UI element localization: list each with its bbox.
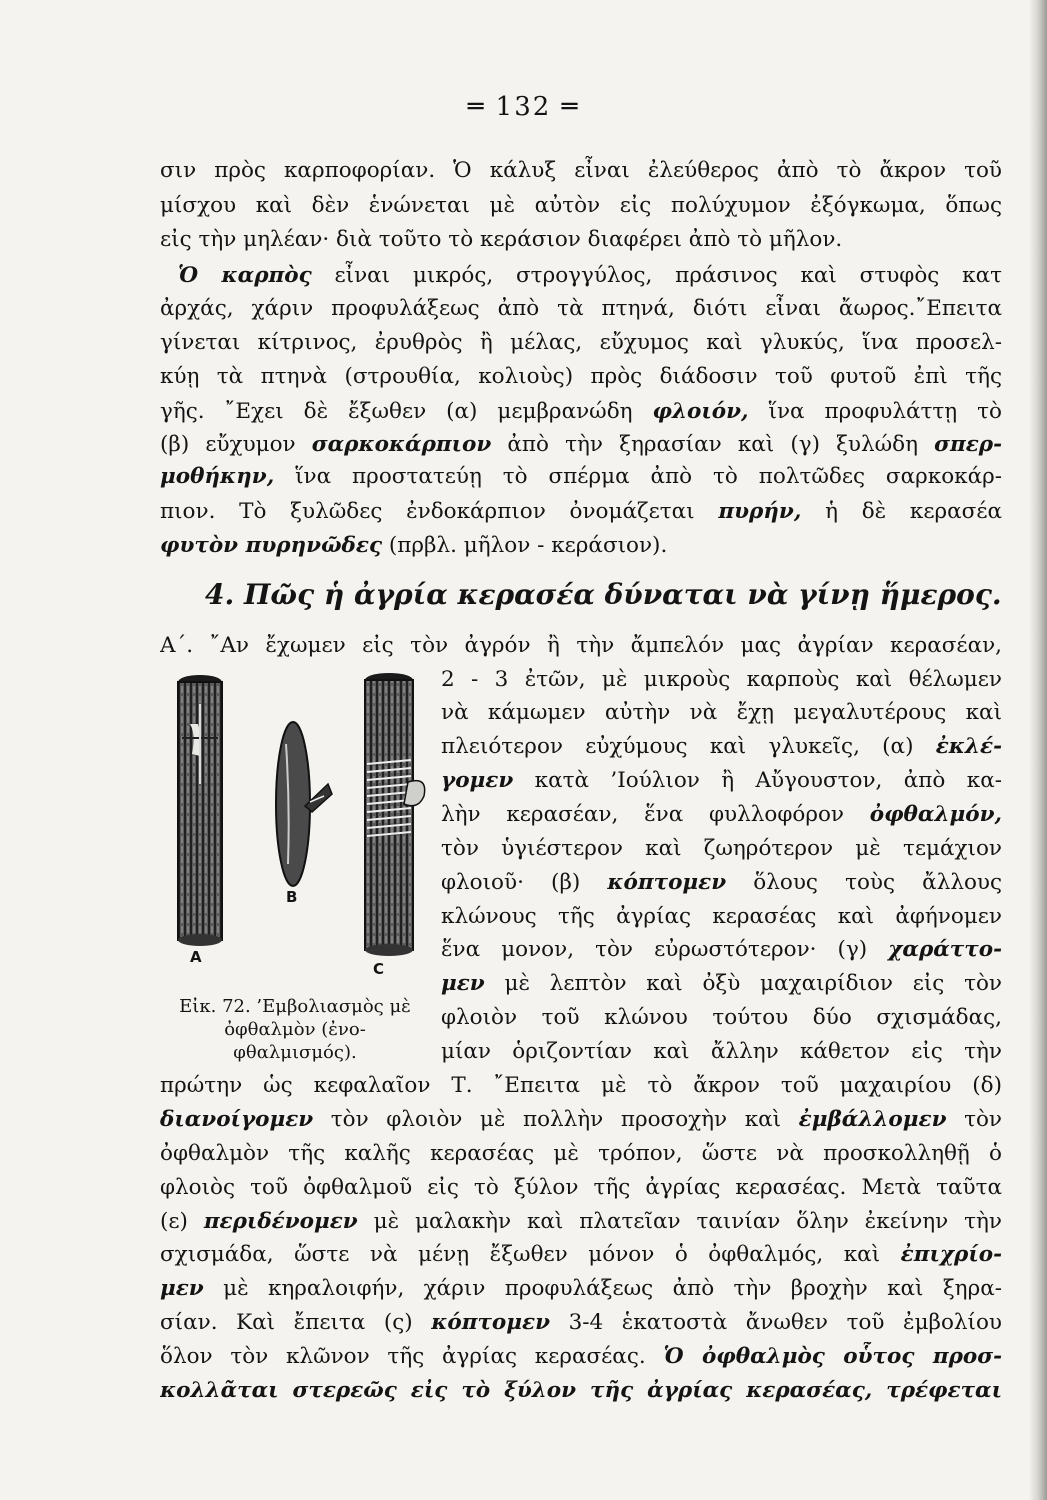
bold-term: περιδένομεν [203, 1209, 358, 1234]
text-line: (β) εὔχυμον σαρκοκάρπιον ἀπὸ τὴν ξηρασίαν καὶ (γ) ξυλώδη σπερ- [160, 432, 1002, 457]
text-line: γῆς. ῎Εχει δὲ ἔξωθεν (α) μεμβρανώδη φλοιόν, ἵνα προφυλάττῃ τὸ [160, 399, 1002, 424]
bold-term: κόπτομεν [607, 870, 727, 895]
text-line: μεν μὲ λεπτὸν καὶ ὀξὺ μαχαιρίδιον εἰς τὸν [441, 971, 1002, 996]
figure-illustration [160, 664, 430, 994]
bold-term: μεν [441, 971, 485, 996]
bold-term: ἐκλέ- [935, 734, 1002, 759]
text-line: νὰ κάμωμεν αὐτὴν νὰ ἔχῃ μεγαλυτέρους καὶ [441, 700, 1002, 725]
bold-term: Ὁ καρπὸς [178, 263, 312, 288]
text-line: φλοιὸν τοῦ κλώνου τούτου δύο σχισμάδας, [441, 1005, 1002, 1030]
text-line: πιον. Τὸ ξυλῶδες ἐνδοκάρπιον ὀνομάζεται πυρήν, ἡ δὲ κερασέα [160, 499, 1002, 524]
bud-b [276, 722, 332, 886]
text-line: (ε) περιδένομεν μὲ μαλακὴν καὶ πλατεῖαν ταινίαν ὅλην ἐκείνην τὴν [160, 1209, 1002, 1234]
bold-term: ὀφθαλμόν, [869, 802, 1002, 827]
bold-term: γομεν [441, 768, 514, 793]
text-line: σχισμάδα, ὥστε νὰ μένῃ ἔξωθεν μόνον ὁ ὀφθαλμός, καὶ ἐπιχρίο- [160, 1242, 1002, 1267]
bold-term: Ὁ ὀφθαλμὸς οὗτος προσ- [663, 1344, 1002, 1369]
bold-term: πυρήν, [718, 499, 802, 524]
text-line: τὸν ὑγιέστερον καὶ ζωηρότερον μὲ τεμάχιον [441, 836, 1002, 861]
text-line: λὴν κερασέαν, ἕνα φυλλοφόρον ὀφθαλμόν, [441, 802, 1002, 827]
text-line: διανοίγομεν τὸν φλοιὸν μὲ πολλὴν προσοχὴν καὶ ἐμβάλλομεν τὸν [160, 1107, 1002, 1132]
text-line: γίνεται κίτρινος, ἐρυθρὸς ἢ μέλας, εὔχυμος καὶ γλυκύς, ἵνα προσελ- [160, 330, 1002, 355]
section-heading: 4. Πῶς ἡ ἀγρία κερασέα δύναται νὰ γίνῃ ἥμερος. [205, 578, 1002, 611]
bold-term: χαράττο- [888, 937, 1002, 962]
text-line: Ὁ καρπὸς εἶναι μικρός, στρογγύλος, πράσινος καὶ στυφὸς κατ [178, 263, 1002, 288]
stem-c [365, 673, 425, 956]
bold-term: σαρκοκάρπιον [311, 432, 492, 457]
figure-caption: Εἰκ. 72. ’Εμβολιασμὸς μὲ ὀφθαλμὸν (ἐνο- φθαλμισμός). [179, 996, 411, 1063]
bold-term: μοθήκην, [160, 464, 275, 489]
text-line: ἕνα μονον, τὸν εὐρωστότερον· (γ) χαράττο- [441, 937, 1002, 962]
text-line: ὀφθαλμὸν τῆς καλῆς κερασέας μὲ τρόπον, ὥστε νὰ προσκολληθῇ ὁ [160, 1141, 1002, 1166]
bold-term: κόπτομεν [431, 1310, 550, 1335]
text-line: φλοιὸς τοῦ ὀφθαλμοῦ εἰς τὸ ξύλον τῆς ἀγρίας κερασέας. Μετὰ ταῦτα [160, 1175, 1002, 1200]
text-line [160, 1376, 1002, 1408]
text-line: μίαν ὁριζοντίαν καὶ ἄλλην κάθετον εἰς τὴν [441, 1039, 1002, 1064]
figure-label-a: A [190, 948, 202, 966]
bold-term: φυτὸν πυρηνῶδες [160, 533, 383, 558]
binding-edge [1029, 0, 1047, 1500]
text-line: ὅλον τὸν κλῶνον τῆς ἀγρίας κερασέας. Ὁ ὀφθαλμὸς οὗτος προσ- [160, 1344, 1002, 1369]
text-line: κλώνους τῆς ἀγρίας κερασέας καὶ ἀφήνομεν [441, 904, 1002, 929]
text-line: πλειότερον εὐχύμους καὶ γλυκεῖς, (α) ἐκλέ- [441, 734, 1002, 759]
bold-term: φλοιόν, [652, 399, 749, 424]
bold-term: σπερ- [934, 432, 1002, 457]
text-line: γομεν κατὰ ’Ιούλιον ἢ Αὔγουστον, ἀπὸ κα- [441, 768, 1002, 793]
text-line: ἀρχάς, χάριν προφυλάξεως ἀπὸ τὰ πτηνά, διότι εἶναι ἄωρος.῎Επειτα [160, 296, 1002, 321]
text-line: σίαν. Καὶ ἔπειτα (ς) κόπτομεν 3-4 ἑκατοστὰ ἄνωθεν τοῦ ἐμβολίου [160, 1310, 1002, 1335]
bold-term: ἐπιχρίο- [900, 1242, 1002, 1267]
text-line: μοθήκην, ἵνα προστατεύῃ τὸ σπέρμα ἀπὸ τὸ πολτῶδες σαρκοκάρ- [160, 464, 1002, 489]
bold-term: κολλᾶται στερεῶς εἰς τὸ ξύλον τῆς ἀγρίας κερασέας, τρέφεται [160, 1378, 1002, 1403]
text-line: κύῃ τὰ πτηνὰ (στρουθία, κολιοὺς) πρὸς διάδοσιν τοῦ φυτοῦ ἐπὶ τῆς [160, 364, 1002, 389]
text-line: σιν πρὸς καρποφορίαν. Ὁ κάλυξ εἶναι ἐλεύθερος ἀπὸ τὸ ἄκρον τοῦ [160, 158, 1002, 183]
bold-term: διανοίγομεν [160, 1107, 314, 1132]
text-line: μίσχου καὶ δὲν ἑνώνεται μὲ αὐτὸν εἰς πολύχυμον ἐξόγκωμα, ὅπως [160, 193, 1002, 218]
text-line: εἰς τὴν μηλέαν· διὰ τοῦτο τὸ κεράσιον διαφέρει ἀπὸ τὸ μῆλον. [160, 227, 843, 252]
text-line: πρώτην ὡς κεφαλαῖον Τ. ῎Επειτα μὲ τὸ ἄκρον τοῦ μαχαιρίου (δ) [160, 1073, 1002, 1098]
stem-a [178, 675, 222, 946]
text-line: Α΄. ῎Αν ἔχωμεν εἰς τὸν ἀγρόν ἢ τὴν ἄμπελόν μας ἀγρίαν κερασέαν, [160, 633, 1002, 658]
text-line: φυτὸν πυρηνῶδες (πρβλ. μῆλον - κεράσιον). [160, 533, 668, 558]
text-line: φλοιοῦ· (β) κόπτομεν ὅλους τοὺς ἄλλους [441, 870, 1002, 895]
figure-label-c: C [373, 960, 385, 978]
text-line: μεν μὲ κηραλοιφήν, χάριν προφυλάξεως ἀπὸ τὴν βροχὴν καὶ ξηρα- [160, 1276, 1002, 1301]
bold-term: μεν [160, 1276, 204, 1301]
bold-term: ἐμβάλλομεν [798, 1107, 947, 1132]
page-number: ═ 132 ═ [467, 92, 580, 122]
figure-label-b: B [286, 888, 298, 906]
text-line: 2 - 3 ἐτῶν, μὲ μικροὺς καρποὺς καὶ θέλωμεν [441, 667, 1002, 692]
